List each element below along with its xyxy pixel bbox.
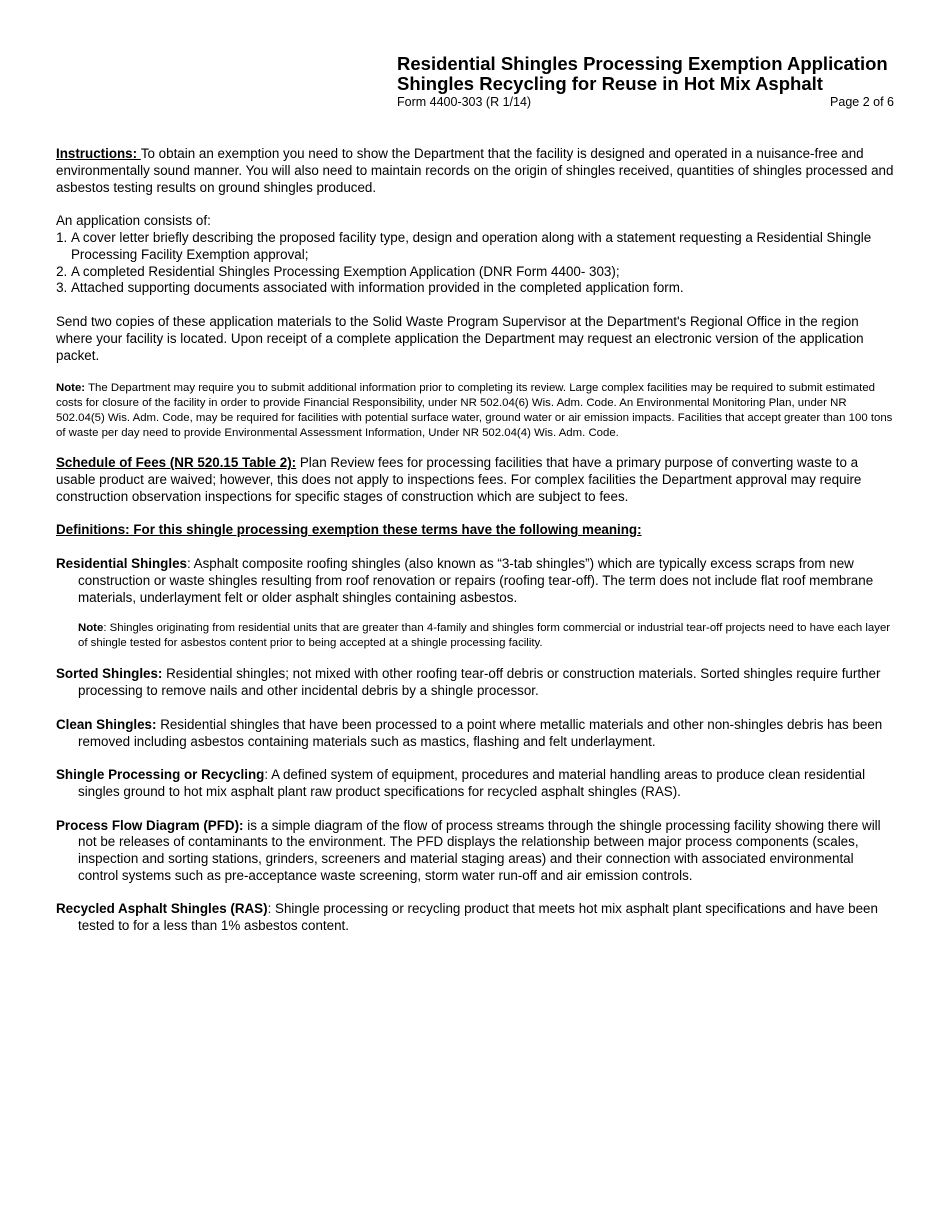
fees-paragraph: [56, 455, 896, 505]
note-text: The Department may require you to submit additional information prior to completing its review. Large complex facilities may be required to submit estimated costs for closure of the facility in order to provide Financial Responsibility, under NR 502.04(6) Wis. Adm. Code. An Environmental Monitoring Plan, under NR 502.04(5) Wis. Adm. Code, may be required for facilities with potential surface water, ground water or air emission impacts. Facilities that accept greater than 100 tons of waste per day need to provide Environmental Assessment Information, Under NR 502.04(4) Wis. Adm. Code.: [56, 382, 893, 440]
application-item: 1. A cover letter briefly describing the proposed facility type, design and operation along with a statement requesting a Residential Shingle Processing Facility Exemption approval;: [71, 230, 896, 264]
fees-text: Plan Review fees for processing facilities that have a primary purpose of converting waste to a usable product are waived; however, this does not apply to inspections fees. For complex facilities the Department approval may require construction observation inspections for specific stages of construction which are subject to fees.: [56, 455, 862, 504]
definition-term: Sorted Shingles:: [56, 666, 163, 682]
application-item: 2. A completed Residential Shingles Processing Exemption Application (DNR Form 4400- 303);: [71, 264, 896, 281]
definition-term: Residential Shingles: [56, 555, 187, 571]
definition-text: Asphalt composite roofing shingles (also known as “3-tab shingles”) which are typically excess scraps from new construction or waste shingles resulting from roof renovation or repairs (roofing tear-off). The term does not include flat roof membrane materials, underlayment felt or older asphalt shingles containing asbestos.: [78, 555, 874, 605]
instructions-text: To obtain an exemption you need to show the Department that the facility is designed and operated in a nuisance-free and environmentally sound manner. You will also need to maintain records on the origin of shingles received, quantities of shingles processed and asbestos testing results on ground shingles produced.: [56, 146, 894, 195]
definition-process-flow-diagram: [56, 818, 896, 885]
shingle-note: [56, 621, 896, 651]
application-intro: An application consists of:: [56, 213, 211, 229]
shingle-note-label: Note: [78, 622, 104, 635]
note-label: Note:: [56, 382, 86, 395]
definition-shingle-processing: Shingle Processing or Recycling: A defined system of equipment, procedures and material handling areas to produce clean residential singles ground to hot mix asphalt plant raw product specifications for recycled asphalt shingles (RAS).: [56, 767, 866, 799]
form-meta: [397, 95, 894, 110]
send-paragraph: Send two copies of these application materials to the Solid Waste Program Supervisor at the Department's Regional Office in the region where your facility is located. Upon receipt of a complete application the Department may request an electronic version of the application packet.: [56, 313, 864, 363]
form-subtitle: Shingles Recycling for Reuse in Hot Mix Asphalt: [397, 73, 823, 94]
shingle-note-text: : Shingles originating from residential units that are greater than 4-family and shingles form commercial or industrial tear-off projects need to have each layer of shingle tested for asbestos content prior to being accepted at a shingle processing facility.: [78, 622, 891, 650]
definition-residential-shingles: Residential Shingles: Asphalt composite roofing shingles (also known as “3-tab shingles”) which are typically excess scraps from new construction or waste shingles resulting from roof renovation or repairs (roofing tear-off). The term does not include flat roof membrane materials, underlayment felt or older asphalt shingles containing asbestos.: [56, 555, 874, 605]
definition-text: A defined system of equipment, procedures and material handling areas to produce clean residential singles ground to hot mix asphalt plant raw product specifications for recycled asphalt shingles (RAS).: [78, 767, 866, 799]
application-item: 3. Attached supporting documents associated with information provided in the completed application form.: [71, 280, 896, 297]
definitions-heading: Definitions: For this shingle processing exemption these terms have the following meaning:: [56, 522, 642, 538]
instructions-label: Instructions:: [56, 146, 141, 161]
note-paragraph: [56, 381, 896, 441]
fees-label: Schedule of Fees (NR 520.15 Table 2):: [56, 455, 297, 471]
definition-term: Clean Shingles:: [56, 716, 157, 732]
instructions-paragraph: [56, 146, 896, 196]
definition-text: Shingle processing or recycling product that meets hot mix asphalt plant specifications and have been tested to for a less than 1% asbestos content.: [78, 901, 878, 934]
form-number: Form 4400-303 (R 1/14): [397, 95, 532, 109]
form-title: Residential Shingles Processing Exemption Application: [397, 53, 888, 74]
definition-clean-shingles: [56, 717, 896, 751]
document-body: [56, 146, 896, 935]
definition-text: Residential shingles; not mixed with other roofing tear-off debris or construction materials. Sorted shingles require further processing to remove nails and other incidental debris by a shingle processor.: [78, 666, 881, 699]
definition-term: Recycled Asphalt Shingles (RAS): [56, 901, 268, 917]
page-number: Page 2 of 6: [830, 95, 894, 109]
definition-term: Process Flow Diagram (PFD):: [56, 817, 244, 833]
definition-recycled-asphalt-shingles: Recycled Asphalt Shingles (RAS): Shingle processing or recycling product that meets hot mix asphalt plant specifications and have been tested to for a less than 1% asbestos content.: [56, 901, 878, 934]
definition-text: is a simple diagram of the flow of process streams through the shingle processing facility showing there will not be releases of contaminants to the environment. The PFD displays the relationship between major process components (scales, inspection and sorting stations, grinders, screeners and material staging areas) and their connection with associated environmental control systems such as pre-acceptance waste screening, storm water run-off and air emission controls.: [78, 817, 881, 883]
definition-term: Shingle Processing or Recycling: [56, 767, 265, 783]
definition-text: Residential shingles that have been processed to a point where metallic materials and other non-shingles debris has been removed including asbestos containing materials such as mastics, flashing and felt underlayment.: [78, 716, 883, 749]
definition-sorted-shingles: [56, 666, 896, 700]
application-list: [56, 230, 896, 297]
form-header: [397, 54, 894, 110]
